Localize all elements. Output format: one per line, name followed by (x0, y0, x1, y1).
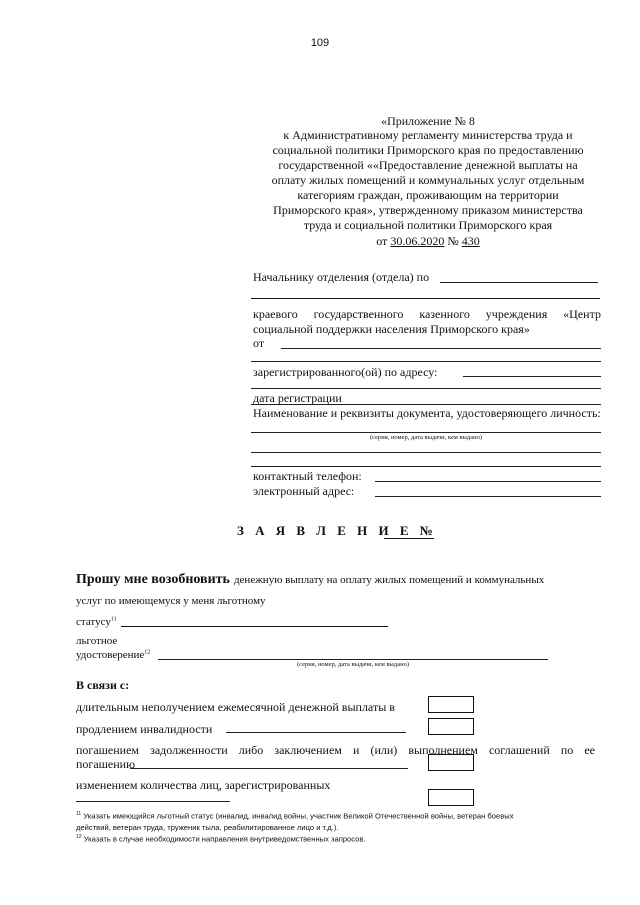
from-label: от (253, 336, 265, 350)
id-document-field-line3[interactable] (251, 466, 601, 467)
appendix-line: оплату жилых помещений и коммунальных услуг отдельным (271, 173, 585, 187)
certificate-hint: (серия, номер, дата выдачи, кем выдано) (296, 661, 410, 668)
reason-2-checkbox[interactable] (428, 718, 474, 735)
request-line2: услуг по имеющемуся у меня льготному (76, 595, 266, 607)
footnote-11-text-line2: действий, ветеран труда, труженик тыла, реабилитированное лицо и т.д.). (76, 823, 339, 833)
footnote-12 (76, 832, 596, 845)
appendix-line: государственной ««Предоставление денежной выплаты на (278, 158, 578, 172)
footnote-11-text-line1: Указать имеющийся льготный статус (инвалид, инвалид войны, участник Великой Отечественной войны, ветеран боевых (83, 811, 514, 821)
to-head-label: Начальнику отделения (отдела) по (253, 270, 430, 284)
appendix-title: «Приложение № 8 (381, 114, 475, 128)
request-rest: денежную выплату на оплату жилых помещений и коммунальных (233, 574, 545, 586)
appendix-line: к Административному регламенту министерства труда и (283, 128, 573, 142)
id-document-field[interactable] (251, 432, 601, 433)
id-document-hint: (серия, номер, дата выдачи, кем выдано) (369, 434, 483, 441)
status-label-text: статусу (76, 616, 111, 628)
status-field[interactable] (121, 626, 388, 627)
statement-title: З А Я В Л Е Н И Е № (237, 523, 437, 538)
page-number: 109 (310, 37, 330, 49)
phone-label: контактный телефон: (253, 469, 362, 483)
applicant-name-field[interactable] (281, 348, 601, 349)
cert-label-line2 (76, 649, 150, 661)
number-sign: № (447, 234, 459, 248)
request-bold: Прошу мне возобновить (76, 572, 230, 587)
institution-text: краевого государственного казенного учреждения «Центр социальной поддержки населения Приморского края» (253, 307, 601, 336)
footnote-ref-12: 12 (144, 649, 151, 656)
certificate-field[interactable] (158, 659, 548, 660)
appendix-line: категориям граждан, проживающим на территории (297, 188, 559, 202)
appendix-date-line (250, 234, 606, 250)
reason-heading: В связи с: (76, 678, 130, 692)
footnote-12-text: Указать в случае необходимости направления внутриведомственных запросов. (83, 834, 366, 844)
registration-date-field[interactable] (251, 404, 601, 405)
footnote-11 (76, 809, 596, 834)
appendix-line: социальной политики Приморского края по предоставлению (272, 143, 584, 157)
reason-3-label-line1: погашением задолженности либо заключением и (или) выполнением соглашений по ее (76, 743, 595, 757)
reason-2-label: продлением инвалидности (76, 722, 213, 736)
appendix-line: Приморского края», утвержденному приказом министерства (273, 203, 583, 217)
reason-4-label: изменением количества лиц, зарегистрированных (76, 778, 331, 792)
order-number: 430 (461, 234, 480, 248)
reason-4-checkbox[interactable] (428, 789, 474, 806)
status-label (76, 616, 117, 628)
reason-2-field[interactable] (226, 732, 406, 733)
address-field[interactable] (463, 376, 601, 377)
order-date: 30.06.2020 (390, 234, 445, 248)
reason-1-label: длительным неполучением ежемесячной денежной выплаты в (76, 700, 395, 714)
cert-label-line1: льготное (76, 635, 118, 647)
email-field[interactable] (375, 496, 601, 497)
request-line (76, 570, 544, 588)
appendix-line: труда и социальной политики Приморского края (303, 218, 553, 232)
footnote-ref-11: 11 (110, 616, 117, 623)
cert-label-text: удостоверение (76, 649, 145, 661)
date-prefix: от (376, 234, 388, 248)
reason-1-checkbox[interactable] (428, 696, 474, 713)
statement-number-field[interactable] (384, 538, 434, 539)
registered-address-label: зарегистрированного(ой) по адресу: (253, 365, 438, 379)
footnote-11-number: 11 (76, 811, 82, 817)
reason-3-field[interactable] (130, 768, 408, 769)
department-field-line2[interactable] (251, 298, 600, 299)
id-document-field-line2[interactable] (251, 452, 601, 453)
email-label: электронный адрес: (253, 484, 355, 498)
address-field-line2[interactable] (251, 388, 601, 389)
id-document-label: Наименование и реквизиты документа, удостоверяющего личность: (253, 406, 601, 420)
applicant-name-field-line2[interactable] (251, 361, 601, 362)
footnote-separator (76, 801, 230, 802)
footnote-12-number: 12 (76, 834, 82, 840)
phone-field[interactable] (375, 481, 601, 482)
registration-date-label: дата регистрации (253, 391, 342, 405)
reason-3-checkbox[interactable] (428, 754, 474, 771)
reason-3-label-line2: погашению (76, 757, 136, 771)
department-field[interactable] (440, 282, 598, 283)
